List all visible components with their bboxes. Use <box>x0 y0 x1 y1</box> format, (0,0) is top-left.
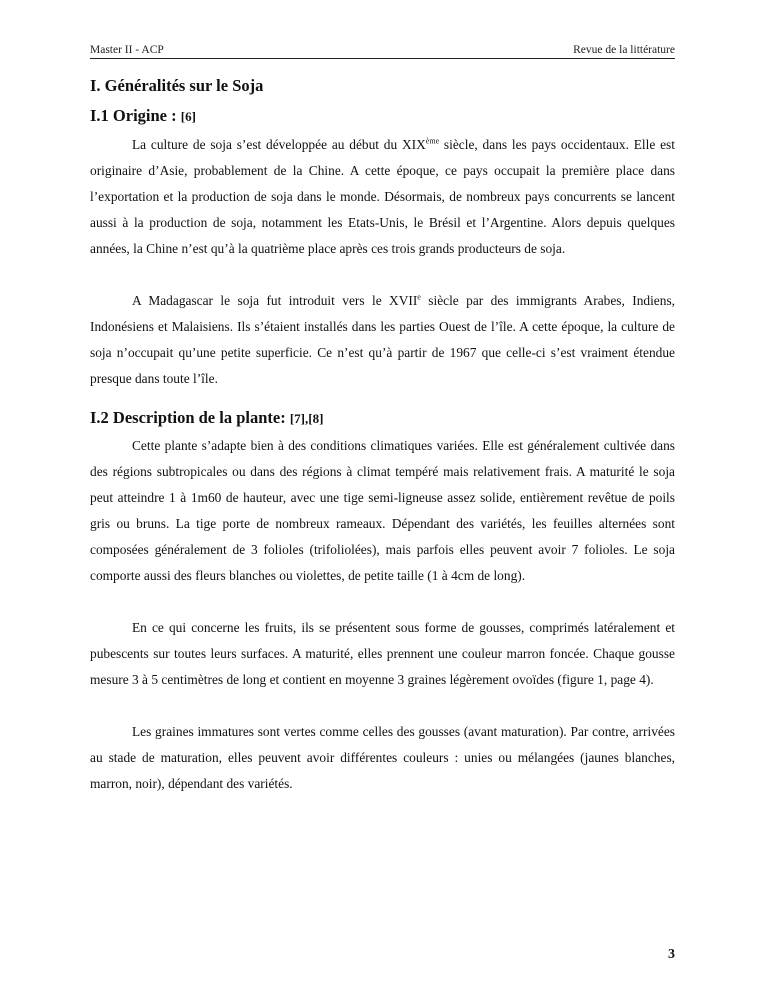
paragraph-text: La culture de soja s’est développée au début du XIX <box>132 137 426 152</box>
paragraph-text: siècle, dans les pays occidentaux. Elle est originaire d’Asie, probablement de la Chine. A cette époque, ce pays occupait la première place dans l’exportation et la production de soja dans le monde. Désormais, de nombreux pays concurrents se lancent aussi à la production de soja, notamment les Etats-Unis, le Brésil et l’Argentine. Alors depuis quelques années, la Chine n’est qu’à la quatrième place après ces trois grands producteurs de soja. <box>90 137 675 256</box>
paragraph-description-3: Les graines immatures sont vertes comme celles des gousses (avant maturation). Par contre, arrivées au stade de maturation, elles peuvent avoir différentes couleurs : unies ou mélangées (jaunes blanches, marron, noir), dépendant des variétés. <box>90 724 675 791</box>
paragraph-origine-1 <box>90 132 675 262</box>
page-header <box>90 42 675 59</box>
subsection-title-description <box>90 408 323 429</box>
header-right-text: Revue de la littérature <box>573 44 675 56</box>
subsection-title-origine <box>90 106 196 127</box>
paragraph-text: siècle par des immigrants Arabes, Indiens, Indonésiens et Malaisiens. Ils s’étaient installés dans les parties Ouest de l’île. A cette époque, la culture de soja n’occupait qu’une petite superficie. Ce n’est qu’à partir de 1967 que celle-ci s’est vraiment étendue presque dans toute l’île. <box>90 293 675 386</box>
page-number: 3 <box>668 947 675 962</box>
citation-ref: [7],[8] <box>289 411 324 426</box>
superscript: e <box>417 292 421 302</box>
subsection-title-text: I.1 Origine : <box>90 106 181 125</box>
section-title: I. Généralités sur le Soja <box>90 76 264 95</box>
paragraph-description-2: En ce qui concerne les fruits, ils se présentent sous forme de gousses, comprimés latéralement et pubescents sur toutes leurs surfaces. A maturité, elles prennent une couleur marron foncée. Chaque gousse mesure 3 à 5 centimètres de long et contient en moyenne 3 graines légèrement ovoïdes (figure 1, page 4). <box>90 620 675 687</box>
header-left-text: Master II - ACP <box>90 44 164 56</box>
paragraph-origine-2 <box>90 288 675 392</box>
subsection-title-text: I.2 Description de la plante: <box>90 408 290 427</box>
paragraph-description-1: Cette plante s’adapte bien à des conditions climatiques variées. Elle est généralement cultivée dans des régions subtropicales ou dans des régions à climat tempéré mais relativement frais. A maturité le soja peut atteindre 1 à 1m60 de hauteur, avec une tige semi-ligneuse assez solide, entièrement revêtue de poils gris ou bruns. La tige porte de nombreux rameaux. Dépendant des variétés, les feuilles alternées sont composées généralement de 3 folioles (trifoliolées), mais parfois elles peuvent avoir 7 folioles. Le soja comporte aussi des fleurs blanches ou violettes, de petite taille (1 à 4cm de long). <box>90 438 675 583</box>
paragraph-text: A Madagascar le soja fut introduit vers le XVII <box>132 293 418 308</box>
citation-ref: [6] <box>180 109 196 124</box>
superscript: ème <box>425 136 440 146</box>
